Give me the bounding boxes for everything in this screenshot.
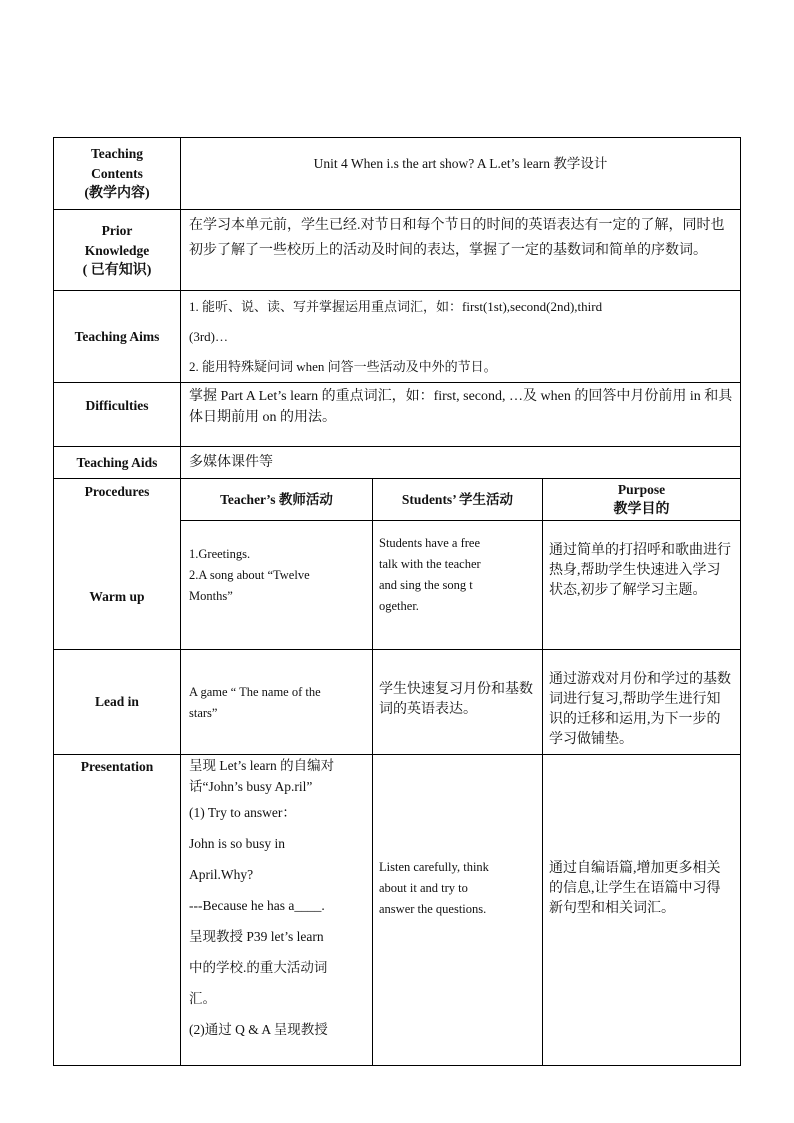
- label-line: Contents: [91, 165, 143, 181]
- teacher-line: 汇。: [189, 991, 216, 1006]
- lead-in-teacher: [181, 650, 372, 754]
- lead-in-purpose: 通过游戏对月份和学过的基数词进行复习,帮助学生进行知识的迁移和运用,为下一步的学习做铺垫。: [549, 672, 731, 747]
- student-line: ogether.: [379, 599, 419, 613]
- warm-up-student: [373, 521, 542, 649]
- warm-up-purpose: 通过简单的打招呼和歌曲进行热身,帮助学生快速进入学习状态,初步了解学习主题。: [549, 543, 731, 598]
- teacher-line: (2)通过 Q & A 呈现教授: [189, 1022, 328, 1037]
- label-line: Teaching: [90, 145, 144, 161]
- teacher-line: 呈现 Let’s learn 的自编对: [189, 758, 335, 773]
- teaching-aids-label: Teaching Aids: [76, 454, 158, 470]
- teacher-line: 呈现教授 P39 let’s learn: [189, 929, 324, 944]
- teacher-line: 话“John’s busy Ap.ril”: [189, 779, 313, 794]
- lead-in-label: Lead in: [95, 694, 139, 709]
- presentation-student: [373, 755, 542, 1065]
- teacher-line: John is so busy in: [189, 836, 286, 851]
- prior-knowledge-text: 在学习本单元前，学生已经.对节日和每个节日的时间的英语表达有一定的了解，同时也初步了解了一些校历上的活动及时间的表达，掌握了一定的基数词和简单的序数词。: [189, 218, 725, 258]
- purpose-header: [543, 479, 740, 520]
- teacher-line: (1) Try to answer：: [189, 805, 296, 820]
- teacher-activity-header: Teacher’s 教师活动: [220, 491, 333, 507]
- teacher-line: stars”: [189, 706, 218, 720]
- difficulties-label: Difficulties: [85, 398, 149, 413]
- student-line: answer the questions.: [379, 902, 487, 916]
- student-line: talk with the teacher: [379, 557, 481, 571]
- presentation-teacher: [181, 755, 372, 1065]
- aim-line: 2. 能用特殊疑问词 when 问答一些活动及中外的节日。: [189, 359, 497, 374]
- teaching-aims-label: Teaching Aims: [74, 328, 160, 344]
- aim-line: 1. 能听、说、读、写并掌握运用重点词汇，如：first(1st),second(2nd),third: [189, 299, 603, 314]
- teaching-contents-label: [54, 138, 180, 209]
- warm-up-teacher: [181, 521, 372, 649]
- difficulties-text: 掌握 Part A Let’s learn 的重点词汇，如：first, second, …及 when 的回答中月份前用 in 和具体日期前用 on 的用法。: [189, 389, 733, 425]
- presentation-purpose: 通过自编语篇,增加更多相关的信息,让学生在语篇中习得新句型和相关词汇。: [549, 861, 721, 916]
- lead-in-student: 学生快速复习月份和基数词的英语表达。: [379, 682, 533, 717]
- purpose-header-line: Purpose: [617, 481, 666, 497]
- purpose-header-line: 教学目的: [613, 501, 670, 517]
- teacher-line: 1.Greetings.: [189, 547, 251, 561]
- warm-up-label: Warm up: [89, 588, 145, 604]
- student-activity-header: Students’ 学生活动: [401, 491, 514, 507]
- aim-line: (3rd)…: [189, 329, 228, 344]
- teacher-line: ---Because he has a____.: [189, 898, 325, 913]
- teacher-line: 2.A song about “Twelve: [189, 568, 310, 582]
- lesson-title: Unit 4 When i.s the art show? A L.et’s learn 教学设计: [313, 156, 608, 171]
- teacher-line: 中的学校.的重大活动词: [189, 960, 328, 975]
- teaching-aims-text: [181, 291, 740, 382]
- procedures-label: Procedures: [84, 484, 150, 499]
- student-line: and sing the song t: [379, 578, 473, 592]
- label-line: Knowledge: [84, 243, 150, 258]
- student-line: Students have a free: [379, 536, 481, 550]
- prior-knowledge-label: [54, 212, 180, 290]
- student-line: Listen carefully, think: [379, 860, 489, 874]
- teaching-aids-text: 多媒体课件等: [189, 454, 273, 470]
- teacher-line: A game “ The name of the: [189, 685, 321, 699]
- label-line: ( 已有知识): [82, 263, 152, 278]
- teacher-line: April.Why?: [189, 867, 254, 882]
- label-line: Prior: [101, 223, 133, 238]
- presentation-label: Presentation: [80, 759, 154, 774]
- label-line: (教学内容): [84, 185, 150, 201]
- teacher-line: Months”: [189, 589, 233, 603]
- student-line: about it and try to: [379, 881, 468, 895]
